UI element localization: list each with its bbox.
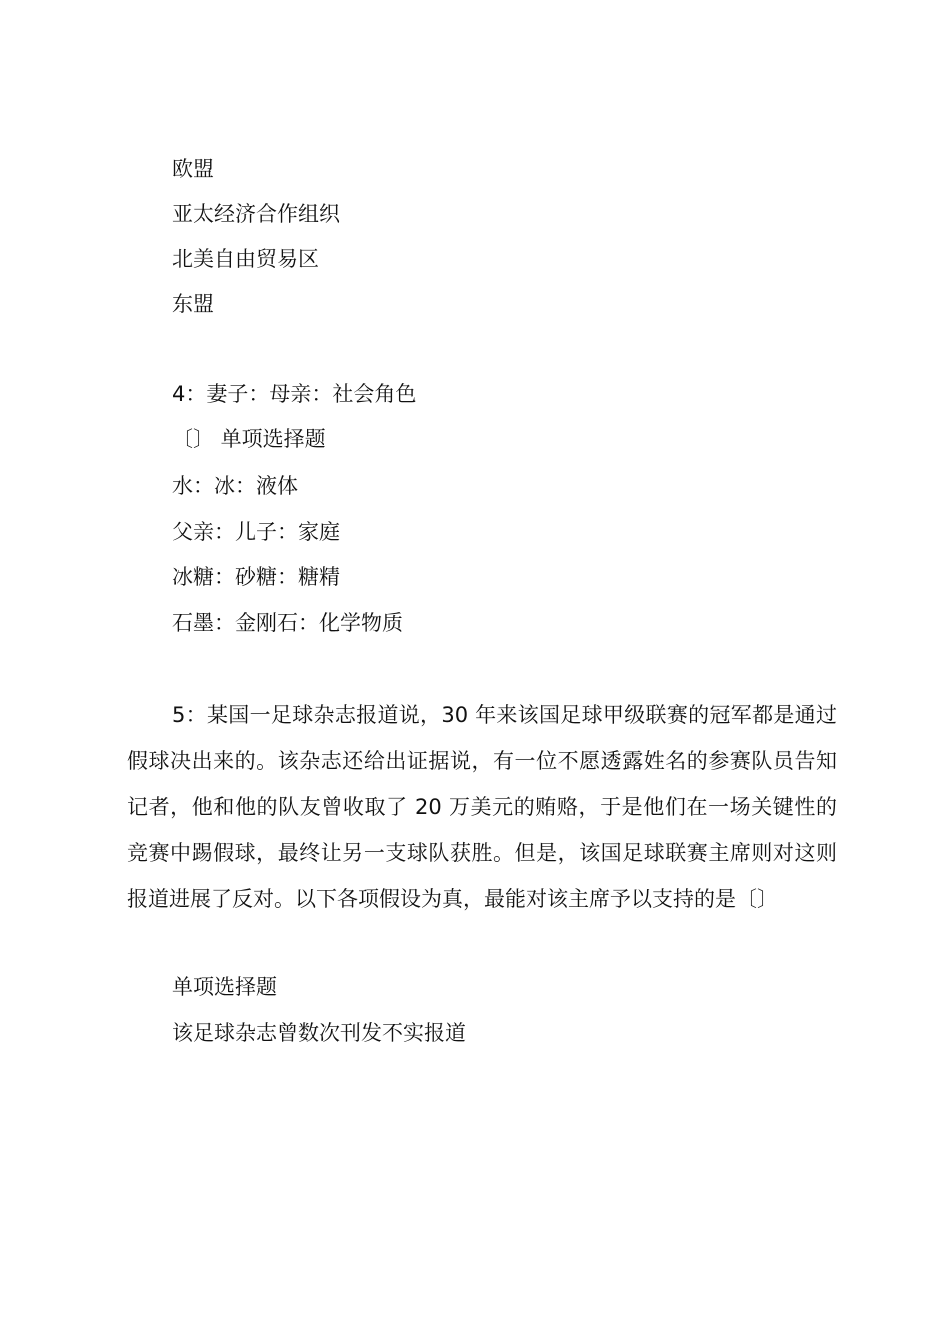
q4-option-3: 冰糖：砂糖：糖精 [172, 565, 340, 589]
q4-type-label: 〔〕 单项选择题 [172, 427, 326, 451]
option-prev-3: 北美自由贸易区 [172, 247, 319, 271]
q4-option-1: 水：冰：液体 [172, 474, 298, 498]
q5-type-label: 单项选择题 [172, 975, 277, 999]
option-prev-2: 亚太经济合作组织 [172, 202, 340, 226]
option-prev-1: 欧盟 [172, 157, 214, 181]
q4-option-4: 石墨：金刚石：化学物质 [172, 611, 403, 635]
q5-option-1: 该足球杂志曾数次刊发不实报道 [172, 1021, 466, 1045]
q5-stem: 5：某国一足球杂志报道说，30 年来该国足球甲级联赛的冠军都是通过假球决出来的。该杂志还给出证据说，有一位不愿透露姓名的参赛队员告知记者，他和他的队友曾收取了 20 万美元的贿赂，于是他们在一场关键性的竞赛中踢假球，最终让另一支球队获胜。但是，该国足球联赛主席则对这则报道进展了反对。以下各项假设为真，最能对该主席予以支持的是〔〕 [127, 703, 837, 911]
q4-stem: 4：妻子：母亲：社会角色 [172, 382, 417, 406]
option-prev-4: 东盟 [172, 292, 214, 316]
q4-option-2: 父亲：儿子：家庭 [172, 520, 340, 544]
